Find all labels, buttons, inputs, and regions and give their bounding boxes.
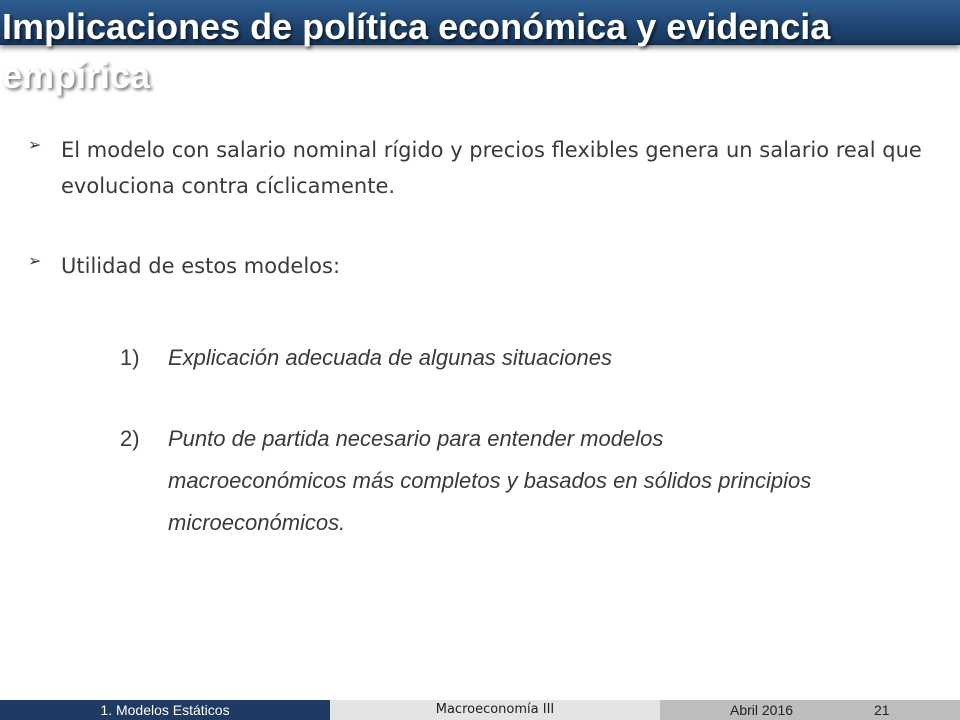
title-bar — [0, 0, 960, 96]
numbered-item — [120, 418, 820, 544]
footer-right-panel — [660, 700, 960, 720]
footer-date: Abril 2016 — [730, 702, 794, 718]
footer-course: Macroeconomía III — [330, 700, 660, 720]
arrowhead-icon: ➢ — [28, 135, 42, 154]
bullet-item — [24, 248, 924, 284]
footer — [0, 700, 960, 720]
bullet-text: El modelo con salario nominal rígido y precios flexibles genera un salario real que evoluciona contra cíclicamente. — [61, 138, 922, 198]
numbered-item — [120, 337, 820, 379]
item-text: Punto de partida necesario para entender modelos macroeconómicos más completos y basados en sólidos principios microeconómicos. — [168, 426, 812, 535]
arrowhead-icon: ➢ — [28, 251, 42, 270]
bullet-item — [24, 132, 924, 204]
page-number: 21 — [874, 702, 890, 718]
bullet-text: Utilidad de estos modelos: — [61, 254, 341, 278]
slide-title: Implicaciones de política económica y evidencia empírica — [2, 6, 831, 96]
footer-section: 1. Modelos Estáticos — [0, 700, 330, 720]
slide-content — [24, 132, 924, 284]
item-number: 1) — [120, 345, 140, 370]
item-number: 2) — [120, 426, 140, 451]
item-text: Explicación adecuada de algunas situaciones — [168, 345, 612, 370]
